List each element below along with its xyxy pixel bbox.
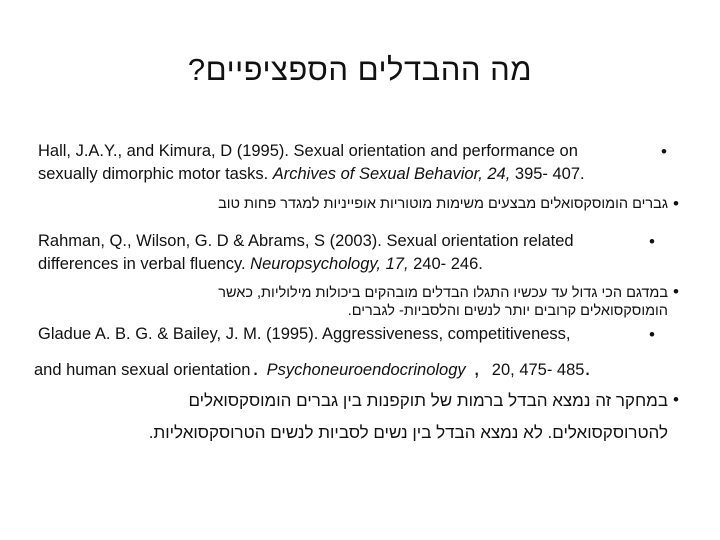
reference-pages: 240- 246.: [408, 255, 483, 273]
hebrew-summary: במחקר זה נמצא הבדל ברמות של תוקפנות בין גברים הומוסקסואלים: [188, 391, 668, 410]
reference-line: [34, 355, 591, 381]
reference-text: and human sexual orientation: [34, 361, 251, 379]
hebrew-summary: במדגם הכי גדול עד עכשיו התגלו הבדלים מובהקים ביכולות מילוליות, כאשר: [218, 285, 668, 301]
bullet-marker: •: [649, 325, 655, 344]
hebrew-summary: גברים הומוסקסואלים מבצעים משימות מוטוריות אופייניות למגדר פחות טוב: [218, 196, 668, 212]
reference-line: Hall, J.A.Y., and Kimura, D (1995). Sexual orientation and performance on: [38, 142, 578, 160]
hebrew-summary: הומוסקסואלים קרובים יותר לנשים והלסביות- לגברים.: [347, 303, 668, 319]
slide-title: מה ההבדלים הספציפיים?: [187, 52, 533, 87]
reference-line: Gladue A. B. G. & Bailey, J. M. (1995). Aggressiveness, competitiveness,: [38, 325, 571, 343]
bullet-marker: •: [673, 194, 679, 213]
reference-punct: ,: [473, 355, 480, 380]
journal-name: Psychoneuroendocrinology: [266, 361, 466, 379]
journal-name: Neuropsychology, 17,: [250, 255, 409, 273]
bullet-marker: •: [649, 232, 655, 251]
reference-punct: .: [584, 355, 591, 380]
reference-pages: 395- 407.: [510, 165, 585, 183]
bullet-marker: •: [661, 142, 667, 161]
reference-line: [38, 255, 483, 274]
reference-line: [38, 165, 585, 184]
reference-text: sexually dimorphic motor tasks.: [38, 165, 273, 183]
reference-text: differences in verbal fluency.: [38, 255, 251, 273]
reference-line: Rahman, Q., Wilson, G. D & Abrams, S (2003). Sexual orientation related: [38, 232, 574, 250]
reference-punct: .: [252, 355, 259, 380]
bullet-marker: •: [673, 282, 679, 301]
bullet-marker: •: [673, 390, 679, 409]
journal-name: Archives of Sexual Behavior, 24,: [272, 165, 511, 183]
reference-pages: 20, 475- 485: [491, 361, 585, 379]
hebrew-summary: להטרוסקסואלים. לא נמצא הבדל בין נשים לסביות לנשים הטרוסקסואליות.: [148, 423, 668, 442]
